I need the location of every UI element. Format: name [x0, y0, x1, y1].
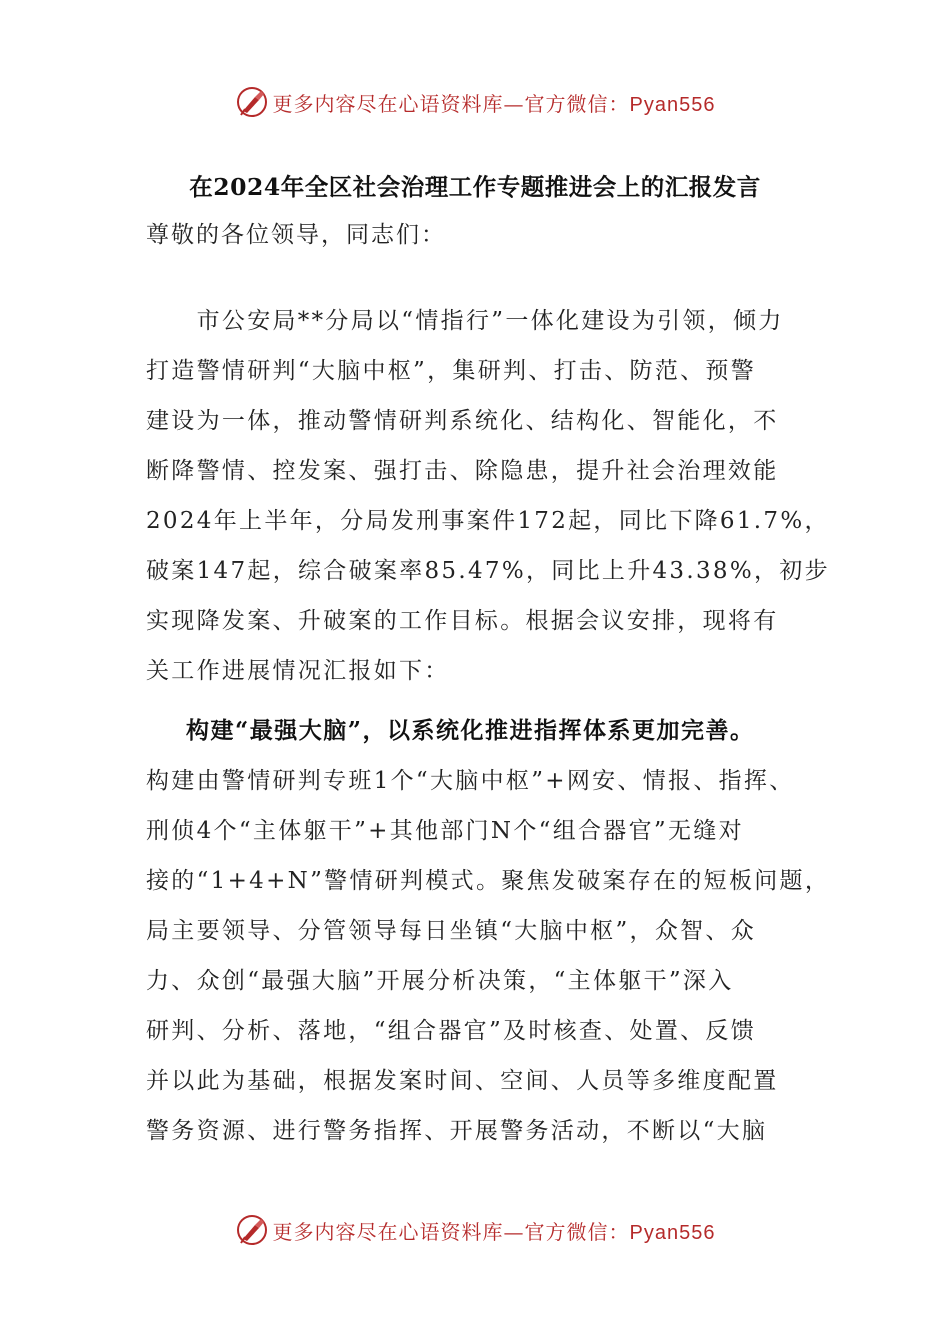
watermark-text: 更多内容尽在心语资料库—官方微信：Pyan556: [272, 1219, 716, 1244]
text-line: 研判、分析、落地，“组合器官”及时核查、处置、反馈: [146, 1018, 757, 1044]
pen-nib-logo-icon: [235, 1213, 269, 1247]
text-line: 实现降发案、升破案的工作目标。根据会议安排，现将有: [146, 608, 779, 634]
text-line: 建设为一体，推动警情研判系统化、结构化、智能化，不: [146, 408, 779, 434]
text-line: 断降警情、控发案、强打击、除隐患，提升社会治理效能: [146, 458, 779, 484]
section-heading: 构建“最强大脑”，以系统化推进指挥体系更加完善。: [186, 717, 755, 744]
text-line: 关工作进展情况汇报如下：: [146, 658, 450, 684]
watermark-handle: Pyan556: [629, 93, 716, 116]
watermark-handle: Pyan556: [629, 1221, 716, 1244]
salutation: 尊敬的各位领导，同志们：: [146, 222, 446, 248]
text-line: 构建由警情研判专班1个“大脑中枢”+网安、情报、指挥、: [146, 768, 795, 794]
text-line: 力、众创“最强大脑”开展分析决策，“主体躯干”深入: [146, 968, 734, 994]
paragraph-intro: [146, 296, 830, 696]
paragraph-section: [146, 706, 831, 1156]
text-line: 接的“1+4+N”警情研判模式。聚焦发破案存在的短板问题，: [146, 868, 831, 894]
footer-watermark: [0, 1210, 950, 1250]
text-line: 并以此为基础，根据发案时间、空间、人员等多维度配置: [146, 1068, 779, 1094]
text-line: 刑侦4个“主体躯干”+其他部门N个“组合器官”无缝对: [146, 818, 744, 844]
text-line: 警务资源、进行警务指挥、开展警务活动，不断以“大脑: [146, 1118, 768, 1144]
pen-nib-logo-icon: [235, 85, 269, 119]
text-line: 破案147起，综合破案率85.47%，同比上升43.38%，初步: [146, 558, 830, 584]
text-line: 打造警情研判“大脑中枢”，集研判、打击、防范、预警: [146, 358, 757, 384]
header-watermark: [0, 82, 950, 122]
text-line: 市公安局**分局以“情指行”一体化建设为引领，倾力: [146, 308, 784, 334]
text-line: 局主要领导、分管领导每日坐镇“大脑中枢”，众智、众: [146, 918, 757, 944]
watermark-text: 更多内容尽在心语资料库—官方微信：Pyan556: [272, 91, 716, 116]
document-title: 在2024年全区社会治理工作专题推进会上的汇报发言: [189, 173, 761, 201]
text-line: 2024年上半年，分局发刑事案件172起，同比下降61.7%，: [146, 508, 830, 534]
